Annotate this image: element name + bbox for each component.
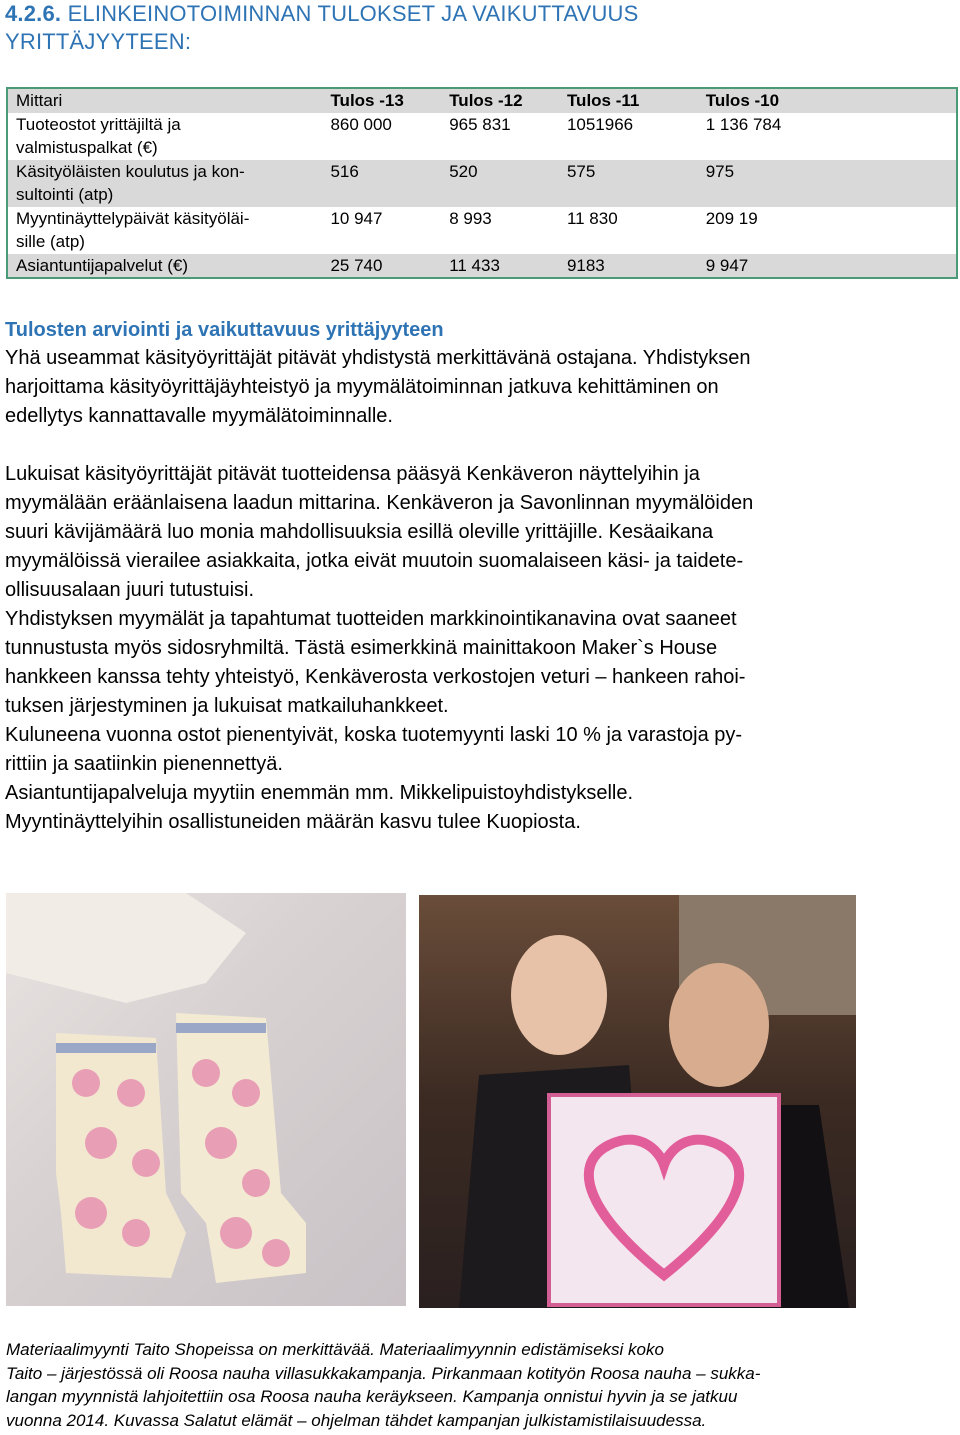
heading-line-2: YRITTÄJYYTEEN: [5,29,192,54]
caption-line: langan myynnistä lahjoitettiin osa Roosa nauha keräykseen. Kampanja onnistui hyvin ja se jatkuu [6,1387,738,1406]
socks-photo [6,893,406,1306]
row-label-line: sille (atp) [16,232,85,251]
cell-value: 25 740 [322,254,441,279]
row-label [7,113,322,160]
row-label-line: sultointi (atp) [16,185,114,204]
cell-value: 209 19 [705,208,758,228]
cell-value: 860 000 [330,114,392,134]
table-header-row [7,88,957,113]
text-line: suuri kävijämäärä luo monia mahdollisuuksia esillä oleville yrittäjille. Kesäaikana [5,521,714,543]
text-line: tuksen järjestyminen ja lukuisat matkailuhankkeet. [5,695,449,717]
row-label [7,160,322,207]
cell-value: 975 [698,160,957,207]
sock-left [56,1033,186,1278]
cell-value: 520 [441,160,559,207]
heading-line-1: ELINKEINOTOIMINNAN TULOKSET JA VAIKUTTAVUUS [67,1,639,26]
cell-value: 9 947 [698,254,957,279]
cell-value: 8 993 [449,208,492,228]
section-heading [5,0,945,56]
text-line: Yhä useammat käsityöyrittäjät pitävät yhdistystä merkittävänä ostajana. Yhdistyksen [5,347,751,369]
cell-value: 10 947 [330,208,383,228]
photo-caption [6,1338,941,1432]
paragraph-2 [5,460,950,837]
header-cell: Tulos -12 [441,88,559,113]
paragraph-1 [5,344,950,431]
row-label: Asiantuntijapalvelut (€) [7,254,322,279]
cell-value: 516 [322,160,441,207]
text-line: tunnustusta myös sidosryhmiltä. Tästä esimerkkinä mainittakoon Maker`s House [5,637,718,659]
table-row [7,254,957,279]
text-line: Asiantuntijapalveluja myytiin enemmän mm. Mikkelipuistoyhdistykselle. [5,782,634,804]
cell-value: 575 [559,160,698,207]
caption-line: vuonna 2014. Kuvassa Salatut elämät – ohjelman tähdet kampanjan julkistamistilaisuudessa. [6,1410,707,1430]
row-label [7,207,322,254]
cell-value: 965 831 [449,114,511,134]
row-label-line: Myyntinäyttelypäivät käsityöläi- [16,208,250,228]
cell-value: 11 433 [441,254,559,279]
header-cell: Tulos -13 [322,88,441,113]
header-cell: Mittari [7,88,322,113]
table-row [7,160,957,207]
text-line: rittiin ja saatiinkin pienennettyä. [5,753,283,775]
text-line: myymälöissä vierailee asiakkaita, jotka eivät muutoin suomalaiseen käsi- ja taidete- [5,550,744,572]
table-row [7,207,957,254]
cell-value: 1 136 784 [705,114,782,134]
row-label-line: Tuoteostot yrittäjiltä ja [16,114,181,134]
text-line: Myyntinäyttelyihin osallistuneiden määrän kasvu tulee Kuopiosta. [5,811,581,833]
cell-value: 1051966 [566,114,634,134]
text-line: myymälään eräänlaisena laadun mittarina. Kenkäveron ja Savonlinnan myymälöiden [5,492,754,514]
dress-hem [6,893,246,1003]
row-label-line: Käsityöläisten koulutus ja kon- [16,161,245,181]
text-line: edellytys kannattavalle myymälätoiminnalle. [5,405,393,427]
section-subtitle: Tulosten arviointi ja vaikuttavuus yrittäjyyteen [5,319,444,341]
event-illustration [419,895,856,1308]
text-line: hankkeen kanssa tehty yhteistyö, Kenkäverosta verkostojen veturi – hankeen rahoi- [5,666,746,688]
caption-line: Taito – järjestössä oli Roosa nauha villasukkakampanja. Pirkanmaan kotityön Roosa nauha – sukka- [6,1363,761,1383]
header-cell: Tulos -10 [698,88,957,113]
text-line: Lukuisat käsityöyrittäjät pitävät tuotteidensa pääsyä Kenkäveron näyttelyihin ja [5,463,700,485]
text-line: Yhdistyksen myymälät ja tapahtumat tuotteiden markkinointikanavina ovat saaneet [5,608,737,630]
text-line: harjoittama käsityöyrittäjäyhteistyö ja myymälätoiminnan jatkuva kehittäminen on [5,376,719,398]
table-row [7,113,957,160]
text-line: Kuluneena vuonna ostot pienentyivät, koska tuotemyynti laski 10 % ja varastoja py- [5,724,743,746]
cell-value: 9183 [559,254,698,279]
cell-value: 11 830 [566,208,618,228]
face-left [511,935,607,1055]
header-cell: Tulos -11 [559,88,698,113]
event-photo [419,895,856,1308]
results-table [6,87,958,279]
socks-illustration [6,893,406,1306]
row-label-line: valmistuspalkat (€) [16,138,158,157]
face-right [669,963,769,1087]
text-line: ollisuusalaan juuri tutustuisi. [5,579,255,601]
caption-line: Materiaalimyynti Taito Shopeissa on merkittävää. Materiaalimyynnin edistämiseksi koko [6,1340,664,1359]
heading-number: 4.2.6. [5,1,62,26]
